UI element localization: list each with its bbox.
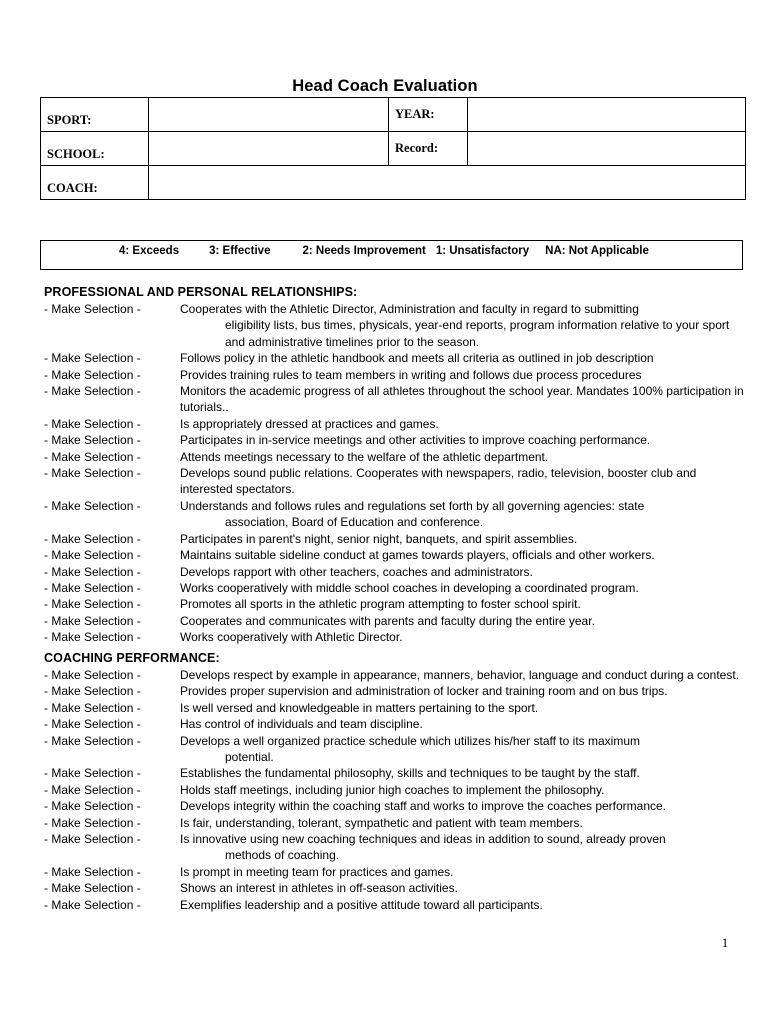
section-professional-and-personal-relationships <box>44 285 750 646</box>
rating-scale-legend <box>119 245 649 257</box>
section-title: PROFESSIONAL AND PERSONAL RELATIONSHIPS: <box>44 285 358 299</box>
make-selection-dropdown[interactable]: - Make Selection - <box>44 897 141 912</box>
evaluation-item <box>44 498 750 531</box>
section-items-list <box>44 301 750 646</box>
make-selection-dropdown[interactable]: - Make Selection - <box>44 766 141 781</box>
make-selection-dropdown[interactable]: - Make Selection - <box>44 384 141 399</box>
make-selection-dropdown[interactable]: - Make Selection - <box>44 466 141 481</box>
evaluation-item-main-line: Develops integrity within the coaching staff and works to improve the coaches performance. <box>180 799 667 814</box>
evaluation-item-text <box>180 798 750 814</box>
evaluation-item-main-line: Participates in parent's night, senior night, banquets, and spirit assemblies. <box>180 531 578 546</box>
evaluation-item-main-line: Is well versed and knowledgeable in matters pertaining to the sport. <box>180 700 539 715</box>
make-selection-dropdown[interactable]: - Make Selection - <box>44 302 141 316</box>
evaluation-item-text <box>180 782 750 798</box>
evaluation-item-text <box>180 416 750 432</box>
year-label: YEAR: <box>389 98 468 132</box>
evaluation-item-text <box>180 716 750 732</box>
make-selection-dropdown[interactable]: - Make Selection - <box>44 433 141 448</box>
make-selection-dropdown[interactable]: - Make Selection - <box>44 416 141 431</box>
evaluation-item-main-line: Is prompt in meeting team for practices and games. <box>180 864 454 879</box>
make-selection-dropdown[interactable]: - Make Selection - <box>44 700 141 715</box>
make-selection-dropdown[interactable]: - Make Selection - <box>44 668 141 682</box>
evaluation-item-main-line: Understands and follows rules and regulations set forth by all governing agencies: state <box>180 498 645 513</box>
evaluation-item-text <box>180 683 750 699</box>
make-selection-dropdown[interactable]: - Make Selection - <box>44 597 141 612</box>
evaluation-item <box>44 596 750 612</box>
evaluation-item-main-line: Shows an interest in athletes in off-season activities. <box>180 881 458 896</box>
evaluation-item-text <box>180 449 750 465</box>
evaluation-item <box>44 301 750 350</box>
make-selection-dropdown[interactable]: - Make Selection - <box>44 613 141 628</box>
evaluation-item <box>44 367 750 383</box>
evaluation-item-main-line: Cooperates with the Athletic Director, Administration and faculty in regard to submitting <box>180 302 639 316</box>
evaluation-item <box>44 864 750 880</box>
evaluation-item-continuation-line: eligibility lists, bus times, physicals, year-end reports, program information relative to your sport and administrative timelines prior to the season. <box>225 318 730 349</box>
evaluation-item-main-line: Develops a well organized practice schedule which utilizes his/her staff to its maximum <box>180 733 640 748</box>
make-selection-dropdown[interactable]: - Make Selection - <box>44 351 141 366</box>
evaluation-item-text <box>180 613 750 629</box>
evaluation-item-text <box>180 700 750 716</box>
evaluation-item <box>44 683 750 699</box>
table-row-school <box>41 132 746 166</box>
evaluation-item-text <box>180 564 750 580</box>
evaluation-item-text <box>180 880 750 896</box>
table-row-sport <box>41 98 746 132</box>
evaluation-item <box>44 815 750 831</box>
evaluation-item-text <box>180 367 750 383</box>
make-selection-dropdown[interactable]: - Make Selection - <box>44 864 141 879</box>
evaluation-item-text <box>180 547 750 563</box>
make-selection-dropdown[interactable]: - Make Selection - <box>44 531 141 546</box>
evaluation-item-text <box>180 596 750 612</box>
make-selection-dropdown[interactable]: - Make Selection - <box>44 630 141 645</box>
make-selection-dropdown[interactable]: - Make Selection - <box>44 799 141 814</box>
evaluation-item <box>44 667 750 683</box>
evaluation-item-text <box>180 765 750 781</box>
evaluation-item-text <box>180 350 750 366</box>
evaluation-item <box>44 531 750 547</box>
evaluation-item <box>44 831 750 864</box>
evaluation-item-text <box>180 733 750 766</box>
evaluation-item-main-line: Follows policy in the athletic handbook and meets all criteria as outlined in job description <box>180 351 654 366</box>
make-selection-dropdown[interactable]: - Make Selection - <box>44 498 141 513</box>
evaluation-info-table <box>40 97 746 200</box>
evaluation-item-main-line: Is appropriately dressed at practices and games. <box>180 416 439 431</box>
evaluation-item <box>44 733 750 766</box>
coach-label: COACH: <box>41 166 149 200</box>
rating-option-1: 1: Unsatisfactory <box>435 245 530 257</box>
table-row-coach <box>41 166 746 200</box>
rating-scale-box <box>40 240 743 270</box>
evaluation-item-main-line: Has control of individuals and team discipline. <box>180 717 423 732</box>
evaluation-item <box>44 547 750 563</box>
evaluation-item-main-line: Attends meetings necessary to the welfare of the athletic department. <box>180 449 549 464</box>
evaluation-item-main-line: Provides training rules to team members in writing and follows due process procedures <box>180 367 642 382</box>
make-selection-dropdown[interactable]: - Make Selection - <box>44 580 141 595</box>
evaluation-item-text <box>180 815 750 831</box>
evaluation-item <box>44 449 750 465</box>
evaluation-item-text <box>180 301 750 350</box>
evaluation-item-text <box>180 897 750 913</box>
school-value-field[interactable] <box>149 132 389 166</box>
evaluation-item <box>44 782 750 798</box>
evaluation-item-text <box>180 432 750 448</box>
evaluation-item <box>44 465 750 498</box>
evaluation-item-main-line: Develops respect by example in appearance, manners, behavior, language and conduct during a contest. <box>180 668 740 682</box>
evaluation-item <box>44 880 750 896</box>
make-selection-dropdown[interactable]: - Make Selection - <box>44 815 141 830</box>
page-number: 1 <box>721 935 729 950</box>
evaluation-item-continuation-line: potential. <box>225 750 274 765</box>
coach-value-field[interactable] <box>149 166 746 200</box>
evaluation-item <box>44 765 750 781</box>
evaluation-item-main-line: Works cooperatively with Athletic Director. <box>180 630 403 645</box>
sport-value-field[interactable] <box>149 98 389 132</box>
evaluation-item <box>44 629 750 645</box>
make-selection-dropdown[interactable]: - Make Selection - <box>44 881 141 896</box>
rating-option-3: 3: Effective <box>209 245 271 257</box>
evaluation-item-main-line: Works cooperatively with middle school coaches in developing a coordinated program. <box>180 580 639 595</box>
evaluation-item-text <box>180 498 750 531</box>
rating-option-na: NA: Not Applicable <box>545 245 649 257</box>
section-items-list <box>44 667 750 913</box>
evaluation-item <box>44 350 750 366</box>
page-title: Head Coach Evaluation <box>292 77 478 95</box>
evaluation-item <box>44 383 750 416</box>
evaluation-item <box>44 798 750 814</box>
evaluation-item-text <box>180 831 750 864</box>
record-value-field[interactable] <box>468 132 746 166</box>
evaluation-item-text <box>180 667 750 683</box>
evaluation-item-text <box>180 864 750 880</box>
evaluation-item <box>44 564 750 580</box>
evaluation-item-main-line: Is fair, understanding, tolerant, sympathetic and patient with team members. <box>180 815 583 830</box>
evaluation-item <box>44 432 750 448</box>
section-title: COACHING PERFORMANCE: <box>44 651 220 665</box>
evaluation-item <box>44 700 750 716</box>
evaluation-item-main-line: Provides proper supervision and administration of locker and training room and on bus trips. <box>180 684 668 699</box>
evaluation-item-main-line: Monitors the academic progress of all athletes throughout the school year. Mandates 100% participation in tutorials.. <box>180 384 744 415</box>
school-label: SCHOOL: <box>41 132 149 166</box>
evaluation-item-main-line: Participates in in-service meetings and other activities to improve coaching performance. <box>180 433 651 448</box>
make-selection-dropdown[interactable]: - Make Selection - <box>44 684 141 699</box>
evaluation-item-main-line: Is innovative using new coaching techniques and ideas in addition to sound, already proven <box>180 832 666 847</box>
evaluation-item-continuation-line: association, Board of Education and conference. <box>225 515 484 530</box>
evaluation-item-main-line: Maintains suitable sideline conduct at games towards players, officials and other workers. <box>180 548 655 563</box>
make-selection-dropdown[interactable]: - Make Selection - <box>44 564 141 579</box>
evaluation-item <box>44 716 750 732</box>
evaluation-item-main-line: Establishes the fundamental philosophy, skills and techniques to be taught by the staff. <box>180 766 640 781</box>
make-selection-dropdown[interactable]: - Make Selection - <box>44 733 141 748</box>
evaluation-item-main-line: Holds staff meetings, including junior high coaches to implement the philosophy. <box>180 782 605 797</box>
evaluation-item <box>44 580 750 596</box>
make-selection-dropdown[interactable]: - Make Selection - <box>44 717 141 732</box>
make-selection-dropdown[interactable]: - Make Selection - <box>44 782 141 797</box>
evaluation-item-main-line: Exemplifies leadership and a positive attitude toward all participants. <box>180 897 543 912</box>
evaluation-item-continuation-line: methods of coaching. <box>225 848 340 863</box>
evaluation-item <box>44 613 750 629</box>
make-selection-dropdown[interactable]: - Make Selection - <box>44 367 141 382</box>
evaluation-item <box>44 897 750 913</box>
evaluation-item-main-line: Cooperates and communicates with parents and faculty during the entire year. <box>180 613 595 628</box>
evaluation-item-main-line: Develops rapport with other teachers, coaches and administrators. <box>180 564 533 579</box>
sport-label: SPORT: <box>41 98 149 132</box>
evaluation-item-main-line: Develops sound public relations. Cooperates with newspapers, radio, television, booster club and interested spectators. <box>180 466 697 497</box>
evaluation-item-text <box>180 531 750 547</box>
make-selection-dropdown[interactable]: - Make Selection - <box>44 449 141 464</box>
make-selection-dropdown[interactable]: - Make Selection - <box>44 832 141 847</box>
rating-option-4: 4: Exceeds <box>119 245 180 257</box>
evaluation-item <box>44 416 750 432</box>
evaluation-item-text <box>180 383 750 416</box>
evaluation-item-text <box>180 465 750 498</box>
record-label: Record: <box>389 132 468 166</box>
rating-option-2: 2: Needs Improvement <box>302 245 426 257</box>
evaluation-item-text <box>180 580 750 596</box>
section-coaching-performance <box>44 651 750 913</box>
evaluation-item-text <box>180 629 750 645</box>
evaluation-item-main-line: Promotes all sports in the athletic program attempting to foster school spirit. <box>180 597 581 612</box>
make-selection-dropdown[interactable]: - Make Selection - <box>44 548 141 563</box>
year-value-field[interactable] <box>468 98 746 132</box>
